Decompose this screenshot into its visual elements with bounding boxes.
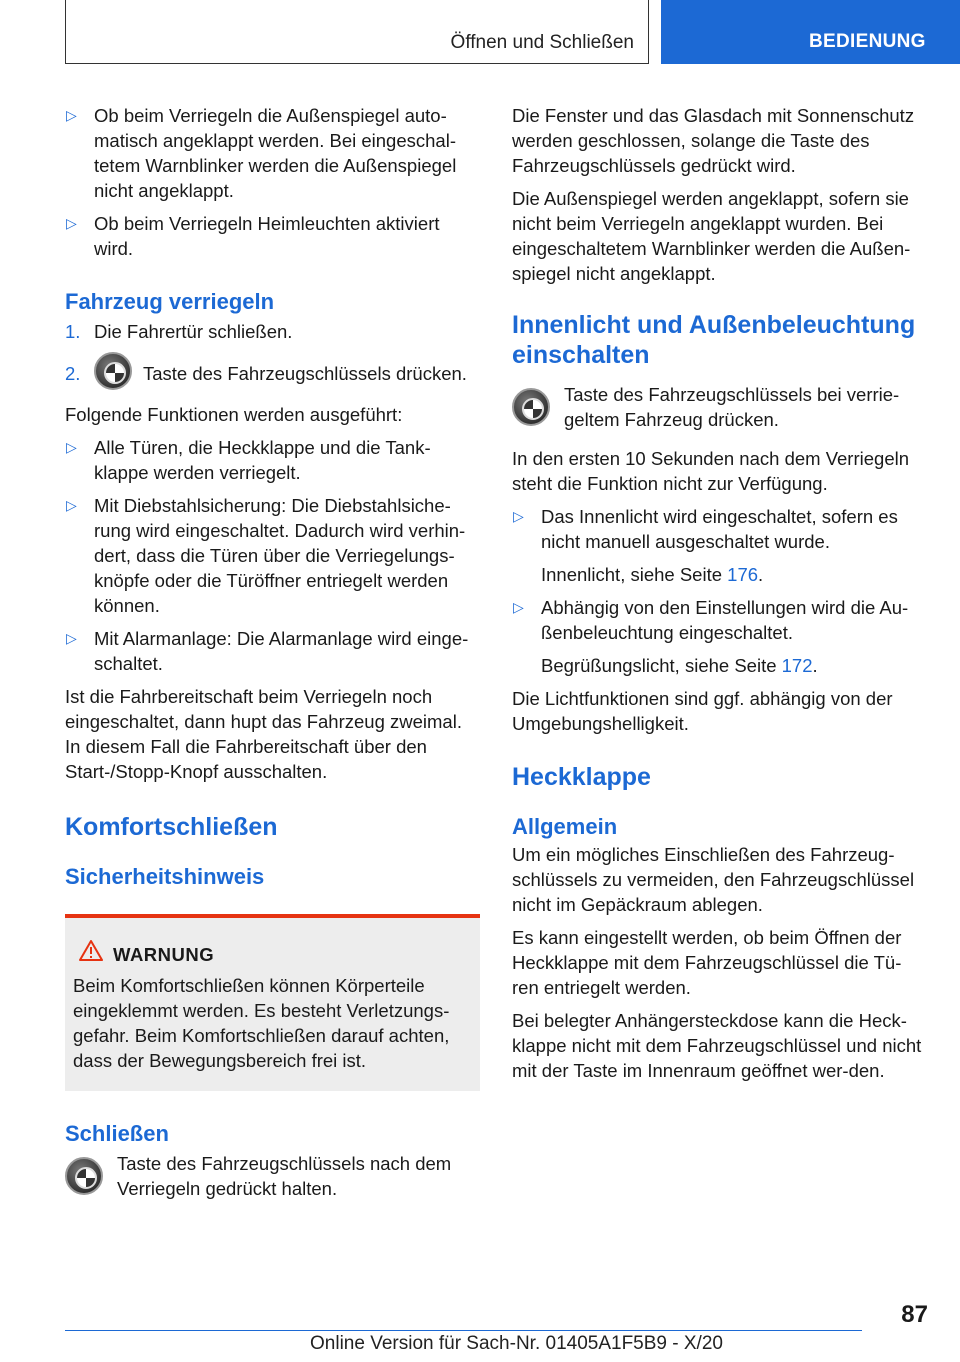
header-title-box xyxy=(65,0,649,64)
lights-delay: In den ersten 10 Sekunden nach dem Verriegeln steht die Funktion nicht zur Verfügung. xyxy=(512,448,910,494)
tailgate-p2: Es kann eingestellt werden, ob beim Öffnen der Heckklappe mit dem Fahrzeugschlüssel die Tü-ren entriegelt werden. xyxy=(512,927,902,998)
heading-komfortschliessen: Komfortschließen xyxy=(65,813,278,841)
triangle-bullet-icon: ▷ xyxy=(66,107,77,123)
ready-text: Ist die Fahrbereitschaft beim Verriegeln noch eingeschaltet, dann hupt das Fahrzeug zweimal. In diesem Fall die Fahrbereitschaft über den Start-/Stopp-Knopf ausschalten. xyxy=(65,686,462,782)
tailgate-p3: Bei belegter Anhängersteckdose kann die Heck-klappe nicht mit dem Fahrzeugschlüssel und nicht mit der Taste im Innenraum geöffnet wer-den. xyxy=(512,1010,922,1081)
footer-text: Online Version für Sach-Nr. 01405A1F5B9 - X/20 xyxy=(310,1333,723,1354)
page-number: 87 xyxy=(901,1301,928,1328)
tailgate-p1: Um ein mögliches Einschließen des Fahrzeug-schlüssels zu vermeiden, den Fahrzeugschlüssel nicht im Gepäckraum ablegen. xyxy=(512,844,915,915)
list-item: ▷ Mit Diebstahlsicherung: Die Diebstahlsiche-rung wird eingeschaltet. Dadurch wird verhin-dert, dass die Türen über die Verriegelungs-knöpfe oder die Türöffner entriegelt werden können. xyxy=(66,495,466,616)
heading-sicherheitshinweis: Sicherheitshinweis xyxy=(65,864,265,889)
triangle-bullet-icon: ▷ xyxy=(66,439,77,455)
functions-intro: Folgende Funktionen werden ausgeführt: xyxy=(65,404,403,425)
warning-box xyxy=(65,914,480,1091)
footer-divider xyxy=(65,1330,862,1331)
heading-fahrzeug-verriegeln: Fahrzeug verriegeln xyxy=(65,289,275,314)
page-reference: Begrüßungslicht, siehe Seite 172. xyxy=(541,655,818,676)
list-item: ▷ Mit Alarmanlage: Die Alarmanlage wird einge-schaltet. xyxy=(66,628,469,674)
light-note: Die Lichtfunktionen sind ggf. abhängig von der Umgebungshelligkeit. xyxy=(512,688,893,734)
triangle-bullet-icon: ▷ xyxy=(513,508,524,524)
chapter-title: Öffnen und Schließen xyxy=(450,32,634,53)
section-tab-label: BEDIENUNG xyxy=(809,31,926,52)
key-button-icon xyxy=(65,1157,103,1195)
windows-text: Die Fenster und das Glasdach mit Sonnenschutz werden geschlossen, solange die Taste des Fahrzeugschlüssels gedrückt wird. xyxy=(512,105,915,176)
section-tab[interactable] xyxy=(661,0,960,64)
warning-triangle-icon xyxy=(79,939,103,963)
list-item: ▷ Ob beim Verriegeln Heimleuchten aktiviert wird. xyxy=(66,213,440,259)
heading-allgemein: Allgemein xyxy=(512,814,618,839)
list-item: ▷ Ob beim Verriegeln die Außenspiegel auto-matisch angeklappt werden. Bei eingeschal-tetem Warnblinker werden die Außenspiegel nicht angeklappt. xyxy=(66,105,457,201)
lights-instruction: Taste des Fahrzeugschlüssels bei verrie-geltem Fahrzeug drücken. xyxy=(512,382,927,432)
triangle-bullet-icon: ▷ xyxy=(66,497,77,513)
page-reference: Innenlicht, siehe Seite 176. xyxy=(541,564,764,585)
warning-text: Beim Komfortschließen können Körperteile eingeklemmt werden. Es besteht Verletzungs-gefahr. Beim Komfortschließen darauf achten, dass der Bewegungsbereich frei ist. xyxy=(73,975,450,1071)
heading-schliessen: Schließen xyxy=(65,1121,169,1146)
mirrors-text: Die Außenspiegel werden angeklappt, sofern sie nicht beim Verriegeln angeklappt wurden. Bei eingeschaltetem Warnblinker werden die Außen-spiegel nicht angeklappt. xyxy=(512,188,911,284)
step-1: 1. Die Fahrertür schließen. xyxy=(65,321,293,342)
heading-heckklappe: Heckklappe xyxy=(512,763,651,791)
key-button-icon xyxy=(94,352,132,390)
warning-header: WARNUNG xyxy=(73,942,472,967)
triangle-bullet-icon: ▷ xyxy=(66,630,77,646)
list-item: ▷ Alle Türen, die Heckklappe und die Tank-klappe werden verriegelt. xyxy=(66,437,431,483)
key-button-icon xyxy=(512,388,550,426)
page-link-172[interactable]: 172 xyxy=(781,655,813,676)
left-column xyxy=(65,103,480,1209)
triangle-bullet-icon: ▷ xyxy=(513,599,524,615)
list-item: ▷ Das Innenlicht wird eingeschaltet, sofern es nicht manuell ausgeschaltet wurde. xyxy=(513,506,898,552)
heading-innenlicht: Innenlicht und Außenbeleuchtung einschalten xyxy=(512,311,916,369)
step-2: 2. Taste des Fahrzeugschlüssels drücken. xyxy=(65,352,480,390)
triangle-bullet-icon: ▷ xyxy=(66,215,77,231)
close-instruction: Taste des Fahrzeugschlüssels nach dem Verriegeln gedrückt halten. xyxy=(65,1151,480,1201)
list-item: ▷ Abhängig von den Einstellungen wird die Au-ßenbeleuchtung eingeschaltet. xyxy=(513,597,909,643)
page-link-176[interactable]: 176 xyxy=(727,564,759,585)
right-column xyxy=(512,103,927,1091)
